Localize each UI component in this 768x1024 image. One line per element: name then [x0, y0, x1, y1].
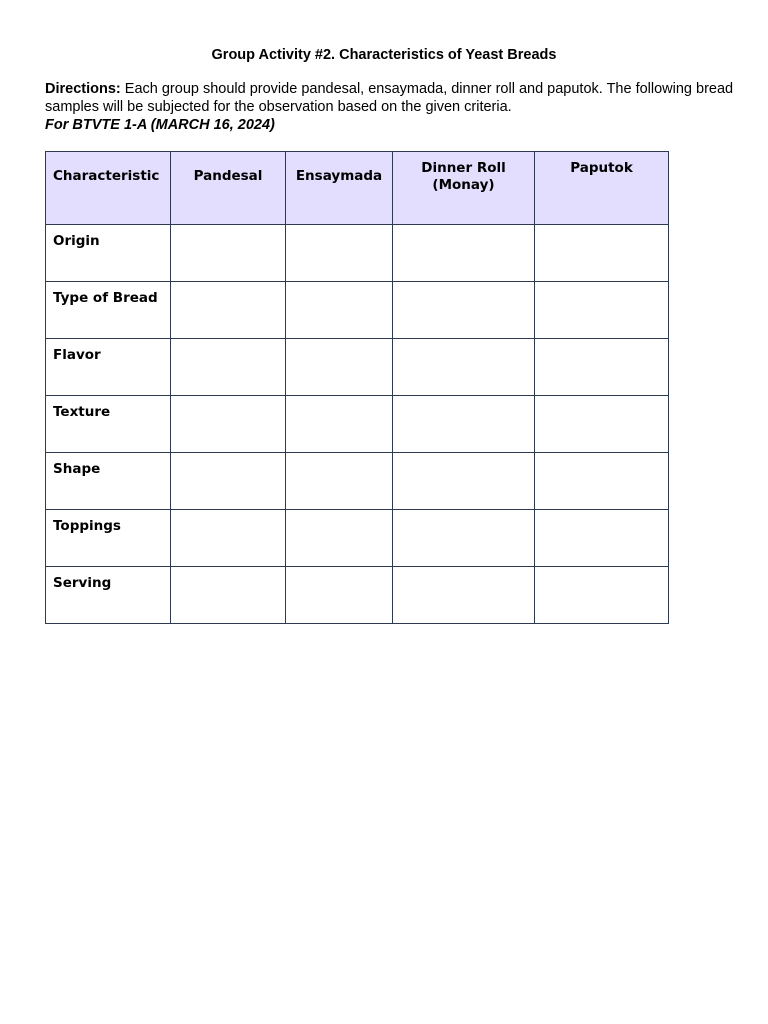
cell-serving-paputok[interactable] [535, 567, 669, 624]
header-dinner-roll: Dinner Roll (Monay) [393, 152, 535, 225]
table-row [46, 510, 669, 567]
header-pandesal: Pandesal [171, 152, 286, 225]
cell-texture-dinner-roll[interactable] [393, 396, 535, 453]
directions-label: Directions: [45, 81, 121, 97]
cell-flavor-pandesal[interactable] [171, 339, 286, 396]
cell-type-ensaymada[interactable] [286, 282, 393, 339]
cell-origin-paputok[interactable] [535, 225, 669, 282]
cell-texture-ensaymada[interactable] [286, 396, 393, 453]
cell-toppings-dinner-roll[interactable] [393, 510, 535, 567]
cell-flavor-paputok[interactable] [535, 339, 669, 396]
cell-origin-ensaymada[interactable] [286, 225, 393, 282]
table-row [46, 453, 669, 510]
table-row [46, 567, 669, 624]
cell-shape-dinner-roll[interactable] [393, 453, 535, 510]
cell-toppings-pandesal[interactable] [171, 510, 286, 567]
cell-serving-ensaymada[interactable] [286, 567, 393, 624]
header-characteristic: Characteristic [46, 152, 171, 225]
header-ensaymada: Ensaymada [286, 152, 393, 225]
table-header-row [46, 152, 669, 225]
cell-origin-pandesal[interactable] [171, 225, 286, 282]
cell-serving-dinner-roll[interactable] [393, 567, 535, 624]
cell-texture-paputok[interactable] [535, 396, 669, 453]
directions-text: Each group should provide pandesal, ensaymada, dinner roll and paputok. The following bread samples will be subjected for the observation based on the given criteria. [45, 81, 734, 115]
cell-type-paputok[interactable] [535, 282, 669, 339]
cell-shape-ensaymada[interactable] [286, 453, 393, 510]
row-label-texture: Texture [46, 396, 171, 453]
table-row [46, 396, 669, 453]
table-row [46, 339, 669, 396]
table-row [46, 225, 669, 282]
cell-texture-pandesal[interactable] [171, 396, 286, 453]
cell-toppings-paputok[interactable] [535, 510, 669, 567]
document-title: Group Activity #2. Characteristics of Yeast Breads [211, 47, 557, 63]
cell-flavor-dinner-roll[interactable] [393, 339, 535, 396]
cell-type-dinner-roll[interactable] [393, 282, 535, 339]
row-label-type-of-bread: Type of Bread [46, 282, 171, 339]
section-heading: For BTVTE 1-A (MARCH 16, 2024) [45, 117, 275, 133]
characteristics-table [45, 151, 669, 624]
row-label-shape: Shape [46, 453, 171, 510]
row-label-origin: Origin [46, 225, 171, 282]
cell-type-pandesal[interactable] [171, 282, 286, 339]
table-row [46, 282, 669, 339]
cell-flavor-ensaymada[interactable] [286, 339, 393, 396]
row-label-toppings: Toppings [46, 510, 171, 567]
row-label-flavor: Flavor [46, 339, 171, 396]
directions-paragraph [45, 81, 735, 116]
header-paputok: Paputok [535, 152, 669, 225]
cell-serving-pandesal[interactable] [171, 567, 286, 624]
cell-origin-dinner-roll[interactable] [393, 225, 535, 282]
cell-toppings-ensaymada[interactable] [286, 510, 393, 567]
cell-shape-paputok[interactable] [535, 453, 669, 510]
row-label-serving: Serving [46, 567, 171, 624]
cell-shape-pandesal[interactable] [171, 453, 286, 510]
